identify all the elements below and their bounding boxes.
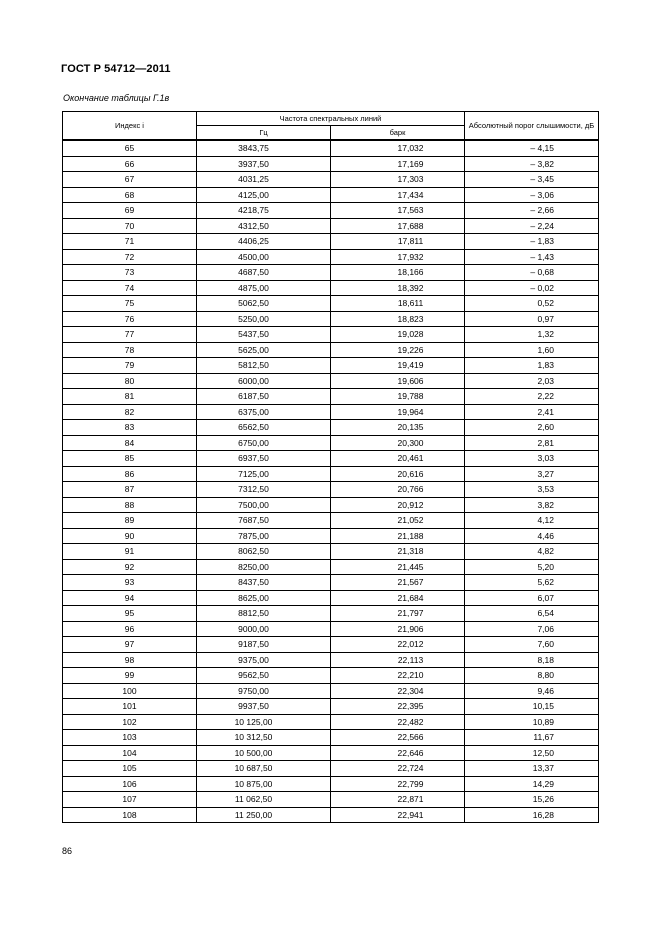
table-row — [63, 575, 599, 591]
cell-bark: 18,392 — [331, 280, 465, 296]
table-row — [63, 187, 599, 203]
table-row — [63, 218, 599, 234]
table-row — [63, 668, 599, 684]
cell-bark: 22,012 — [331, 637, 465, 653]
table-row — [63, 544, 599, 560]
cell-index: 78 — [63, 342, 197, 358]
cell-index: 95 — [63, 606, 197, 622]
cell-hz: 8437,50 — [197, 575, 331, 591]
cell-hz: 11 250,00 — [197, 807, 331, 823]
cell-hz: 9187,50 — [197, 637, 331, 653]
cell-threshold: 0,97 — [465, 311, 599, 327]
table-row — [63, 327, 599, 343]
header-hz: Гц — [197, 126, 331, 141]
cell-threshold: 14,29 — [465, 776, 599, 792]
cell-threshold: 10,15 — [465, 699, 599, 715]
cell-hz: 10 125,00 — [197, 714, 331, 730]
document-header: ГОСТ Р 54712—2011 — [61, 63, 171, 75]
cell-hz: 8062,50 — [197, 544, 331, 560]
cell-index: 83 — [63, 420, 197, 436]
cell-threshold: 16,28 — [465, 807, 599, 823]
cell-index: 72 — [63, 249, 197, 265]
table-row — [63, 513, 599, 529]
cell-index: 79 — [63, 358, 197, 374]
cell-threshold: 3,53 — [465, 482, 599, 498]
cell-index: 74 — [63, 280, 197, 296]
cell-bark: 22,482 — [331, 714, 465, 730]
cell-bark: 19,606 — [331, 373, 465, 389]
cell-threshold: – 2,66 — [465, 203, 599, 219]
table-row — [63, 528, 599, 544]
cell-index: 96 — [63, 621, 197, 637]
cell-bark: 18,823 — [331, 311, 465, 327]
cell-hz: 11 062,50 — [197, 792, 331, 808]
cell-threshold: 3,82 — [465, 497, 599, 513]
cell-threshold: 3,27 — [465, 466, 599, 482]
table-row — [63, 420, 599, 436]
table-row — [63, 249, 599, 265]
table-row — [63, 280, 599, 296]
cell-index: 87 — [63, 482, 197, 498]
table-row — [63, 590, 599, 606]
cell-threshold: 2,22 — [465, 389, 599, 405]
cell-index: 105 — [63, 761, 197, 777]
cell-threshold: 5,62 — [465, 575, 599, 591]
cell-index: 85 — [63, 451, 197, 467]
cell-hz: 4500,00 — [197, 249, 331, 265]
table-row — [63, 203, 599, 219]
cell-index: 71 — [63, 234, 197, 250]
cell-bark: 18,166 — [331, 265, 465, 281]
cell-bark: 19,419 — [331, 358, 465, 374]
cell-hz: 9937,50 — [197, 699, 331, 715]
cell-bark: 22,871 — [331, 792, 465, 808]
cell-index: 68 — [63, 187, 197, 203]
cell-bark: 20,300 — [331, 435, 465, 451]
table-row — [63, 652, 599, 668]
header-spectral-frequency: Частота спектральных линий — [197, 112, 465, 126]
cell-index: 66 — [63, 156, 197, 172]
cell-bark: 22,941 — [331, 807, 465, 823]
cell-bark: 21,445 — [331, 559, 465, 575]
cell-hz: 4125,00 — [197, 187, 331, 203]
cell-index: 77 — [63, 327, 197, 343]
cell-threshold: 12,50 — [465, 745, 599, 761]
cell-index: 103 — [63, 730, 197, 746]
cell-index: 70 — [63, 218, 197, 234]
cell-threshold: 6,07 — [465, 590, 599, 606]
cell-bark: 21,906 — [331, 621, 465, 637]
cell-bark: 21,052 — [331, 513, 465, 529]
cell-hz: 8625,00 — [197, 590, 331, 606]
cell-threshold: 5,20 — [465, 559, 599, 575]
cell-hz: 5812,50 — [197, 358, 331, 374]
cell-bark: 17,932 — [331, 249, 465, 265]
cell-threshold: 4,82 — [465, 544, 599, 560]
cell-index: 93 — [63, 575, 197, 591]
cell-threshold: – 1,83 — [465, 234, 599, 250]
cell-threshold: 9,46 — [465, 683, 599, 699]
page-number: 86 — [62, 846, 73, 856]
header-absolute-threshold: Абсолютный порог слышимости, дБ — [465, 112, 599, 141]
cell-hz: 7125,00 — [197, 466, 331, 482]
table-row — [63, 156, 599, 172]
cell-hz: 7875,00 — [197, 528, 331, 544]
cell-threshold: 1,60 — [465, 342, 599, 358]
cell-hz: 10 500,00 — [197, 745, 331, 761]
cell-hz: 6562,50 — [197, 420, 331, 436]
cell-hz: 10 875,00 — [197, 776, 331, 792]
cell-bark: 22,724 — [331, 761, 465, 777]
cell-index: 107 — [63, 792, 197, 808]
cell-threshold: 10,89 — [465, 714, 599, 730]
table-row — [63, 404, 599, 420]
cell-hz: 3843,75 — [197, 140, 331, 156]
cell-threshold: 0,52 — [465, 296, 599, 312]
cell-threshold: 3,03 — [465, 451, 599, 467]
cell-bark: 19,226 — [331, 342, 465, 358]
cell-bark: 21,797 — [331, 606, 465, 622]
cell-hz: 9000,00 — [197, 621, 331, 637]
cell-threshold: 11,67 — [465, 730, 599, 746]
cell-index: 88 — [63, 497, 197, 513]
cell-bark: 17,169 — [331, 156, 465, 172]
cell-hz: 7687,50 — [197, 513, 331, 529]
cell-threshold: – 3,45 — [465, 172, 599, 188]
cell-threshold: – 1,43 — [465, 249, 599, 265]
cell-hz: 5625,00 — [197, 342, 331, 358]
cell-index: 94 — [63, 590, 197, 606]
cell-hz: 6000,00 — [197, 373, 331, 389]
cell-index: 92 — [63, 559, 197, 575]
table-row — [63, 466, 599, 482]
header-index: Индекс i — [63, 112, 197, 141]
table-row — [63, 482, 599, 498]
table-body — [63, 140, 599, 823]
cell-bark: 17,434 — [331, 187, 465, 203]
cell-hz: 3937,50 — [197, 156, 331, 172]
cell-index: 65 — [63, 140, 197, 156]
cell-bark: 22,566 — [331, 730, 465, 746]
table-row — [63, 745, 599, 761]
cell-threshold: 8,80 — [465, 668, 599, 684]
cell-index: 91 — [63, 544, 197, 560]
cell-hz: 6187,50 — [197, 389, 331, 405]
cell-bark: 20,135 — [331, 420, 465, 436]
cell-bark: 22,395 — [331, 699, 465, 715]
cell-bark: 22,304 — [331, 683, 465, 699]
cell-bark: 17,303 — [331, 172, 465, 188]
table-row — [63, 699, 599, 715]
cell-hz: 4218,75 — [197, 203, 331, 219]
cell-bark: 22,646 — [331, 745, 465, 761]
cell-hz: 9375,00 — [197, 652, 331, 668]
table-row — [63, 311, 599, 327]
cell-bark: 22,210 — [331, 668, 465, 684]
cell-index: 69 — [63, 203, 197, 219]
table-row — [63, 358, 599, 374]
cell-index: 89 — [63, 513, 197, 529]
cell-threshold: 7,60 — [465, 637, 599, 653]
spectral-lines-table — [62, 111, 599, 823]
cell-bark: 19,964 — [331, 404, 465, 420]
cell-bark: 20,461 — [331, 451, 465, 467]
cell-bark: 20,766 — [331, 482, 465, 498]
cell-index: 86 — [63, 466, 197, 482]
cell-hz: 5250,00 — [197, 311, 331, 327]
cell-hz: 4875,00 — [197, 280, 331, 296]
cell-bark: 21,188 — [331, 528, 465, 544]
cell-index: 106 — [63, 776, 197, 792]
table-row — [63, 621, 599, 637]
cell-threshold: – 0,68 — [465, 265, 599, 281]
cell-threshold: 2,60 — [465, 420, 599, 436]
cell-index: 97 — [63, 637, 197, 653]
table-row — [63, 389, 599, 405]
cell-threshold: 1,83 — [465, 358, 599, 374]
cell-index: 101 — [63, 699, 197, 715]
cell-bark: 17,032 — [331, 140, 465, 156]
cell-index: 75 — [63, 296, 197, 312]
cell-bark: 17,811 — [331, 234, 465, 250]
cell-threshold: 13,37 — [465, 761, 599, 777]
header-bark: барк — [331, 126, 465, 141]
cell-index: 73 — [63, 265, 197, 281]
cell-index: 108 — [63, 807, 197, 823]
cell-threshold: – 3,06 — [465, 187, 599, 203]
table-row — [63, 296, 599, 312]
cell-hz: 4031,25 — [197, 172, 331, 188]
cell-bark: 21,318 — [331, 544, 465, 560]
cell-threshold: 1,32 — [465, 327, 599, 343]
cell-bark: 19,788 — [331, 389, 465, 405]
cell-hz: 8812,50 — [197, 606, 331, 622]
cell-hz: 7500,00 — [197, 497, 331, 513]
cell-hz: 7312,50 — [197, 482, 331, 498]
cell-hz: 10 312,50 — [197, 730, 331, 746]
table-row — [63, 497, 599, 513]
cell-hz: 5437,50 — [197, 327, 331, 343]
cell-bark: 20,912 — [331, 497, 465, 513]
cell-bark: 20,616 — [331, 466, 465, 482]
cell-threshold: 4,46 — [465, 528, 599, 544]
cell-index: 67 — [63, 172, 197, 188]
table-row — [63, 637, 599, 653]
cell-hz: 9750,00 — [197, 683, 331, 699]
cell-hz: 4312,50 — [197, 218, 331, 234]
cell-threshold: 2,81 — [465, 435, 599, 451]
cell-threshold: – 3,82 — [465, 156, 599, 172]
table-row — [63, 172, 599, 188]
table-row — [63, 730, 599, 746]
cell-threshold: 8,18 — [465, 652, 599, 668]
cell-hz: 5062,50 — [197, 296, 331, 312]
cell-index: 98 — [63, 652, 197, 668]
table-row — [63, 792, 599, 808]
cell-bark: 22,799 — [331, 776, 465, 792]
cell-threshold: – 0,02 — [465, 280, 599, 296]
cell-threshold: 7,06 — [465, 621, 599, 637]
cell-index: 80 — [63, 373, 197, 389]
table-row — [63, 683, 599, 699]
table-row — [63, 373, 599, 389]
table-row — [63, 761, 599, 777]
table-row — [63, 714, 599, 730]
table-row — [63, 265, 599, 281]
table-row — [63, 234, 599, 250]
cell-bark: 21,567 — [331, 575, 465, 591]
cell-index: 84 — [63, 435, 197, 451]
cell-index: 102 — [63, 714, 197, 730]
cell-threshold: 2,03 — [465, 373, 599, 389]
cell-index: 76 — [63, 311, 197, 327]
cell-index: 104 — [63, 745, 197, 761]
cell-bark: 18,611 — [331, 296, 465, 312]
cell-index: 100 — [63, 683, 197, 699]
cell-hz: 4687,50 — [197, 265, 331, 281]
cell-threshold: – 2,24 — [465, 218, 599, 234]
table-row — [63, 342, 599, 358]
table-caption: Окончание таблицы Г.1в — [63, 93, 170, 103]
cell-hz: 8250,00 — [197, 559, 331, 575]
cell-bark: 19,028 — [331, 327, 465, 343]
cell-hz: 10 687,50 — [197, 761, 331, 777]
cell-hz: 6750,00 — [197, 435, 331, 451]
cell-bark: 22,113 — [331, 652, 465, 668]
table-row — [63, 451, 599, 467]
cell-bark: 17,688 — [331, 218, 465, 234]
cell-hz: 4406,25 — [197, 234, 331, 250]
table-row — [63, 140, 599, 156]
cell-index: 82 — [63, 404, 197, 420]
table-row — [63, 559, 599, 575]
table-row — [63, 435, 599, 451]
cell-threshold: 6,54 — [465, 606, 599, 622]
table-row — [63, 807, 599, 823]
cell-threshold: 2,41 — [465, 404, 599, 420]
cell-threshold: – 4,15 — [465, 140, 599, 156]
cell-hz: 6375,00 — [197, 404, 331, 420]
cell-bark: 21,684 — [331, 590, 465, 606]
cell-index: 90 — [63, 528, 197, 544]
cell-index: 81 — [63, 389, 197, 405]
cell-threshold: 4,12 — [465, 513, 599, 529]
cell-hz: 6937,50 — [197, 451, 331, 467]
cell-bark: 17,563 — [331, 203, 465, 219]
table-row — [63, 606, 599, 622]
table-row — [63, 776, 599, 792]
cell-index: 99 — [63, 668, 197, 684]
cell-threshold: 15,26 — [465, 792, 599, 808]
cell-hz: 9562,50 — [197, 668, 331, 684]
